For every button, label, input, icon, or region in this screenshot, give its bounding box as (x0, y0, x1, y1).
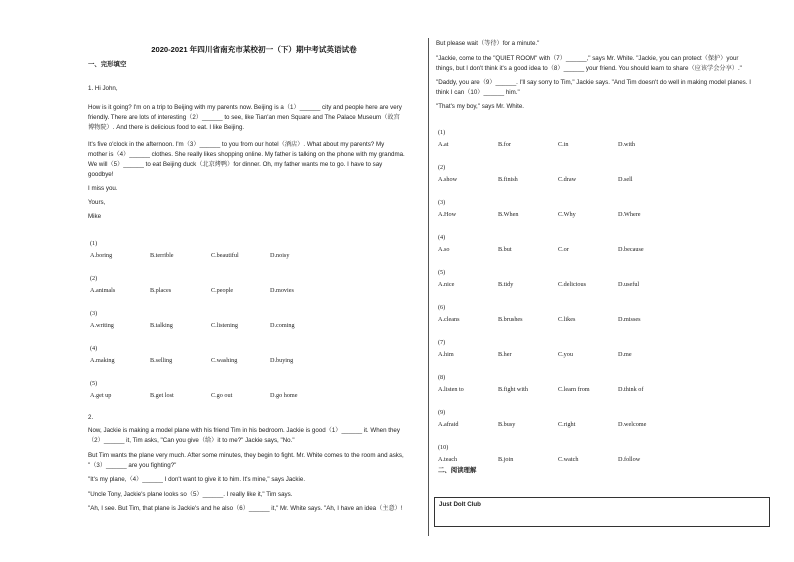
option-b[interactable]: B.but (498, 246, 512, 253)
option-a[interactable]: A.show (438, 176, 458, 183)
passage2-line: But Tim wants the plane very much. After some minutes, they begin to fight. Mr. White comes to the room and asks, (88, 452, 404, 459)
option-b[interactable]: B.talking (150, 322, 173, 329)
option-a[interactable]: A.making (90, 357, 115, 364)
passage1-line: goodbye! (88, 171, 114, 178)
option-d[interactable]: D.sell (618, 176, 633, 183)
question-number: (9) (438, 409, 446, 416)
question-number: (5) (438, 269, 446, 276)
passage1-line: We will（5）______ to eat Beijing duck（北京烤鸭）for dinner. Oh, my father wants me to go. I have to say (88, 161, 383, 168)
option-d[interactable]: D.buying (270, 357, 294, 364)
option-c[interactable]: C.draw (558, 176, 577, 183)
question-number: (3) (438, 199, 446, 206)
option-c[interactable]: C.in (558, 141, 569, 148)
option-a[interactable]: A.afraid (438, 421, 459, 428)
option-a[interactable]: A.writing (90, 322, 114, 329)
option-d[interactable]: D.welcome (618, 421, 647, 428)
option-b[interactable]: B.tidy (498, 281, 514, 288)
question-number: (10) (438, 444, 449, 451)
question-number: (4) (438, 234, 446, 241)
passage1-line: 博物院）. And there is delicious food to eat. I like Beijing. (88, 124, 245, 131)
option-b[interactable]: B.busy (498, 421, 516, 428)
passage2-line: "Daddy, you are（9）______. I'll say sorry to Tim," Jackie says. "And Tim doesn't do well in making model planes. I (436, 79, 751, 86)
option-b[interactable]: B.get lost (150, 392, 174, 399)
option-d[interactable]: D.noisy (270, 252, 290, 259)
option-a[interactable]: A.get up (90, 392, 112, 399)
option-d[interactable]: D.movies (270, 287, 294, 294)
passage2-line: think I can（10）______ him." (436, 89, 520, 96)
option-c[interactable]: C.right (558, 421, 576, 428)
option-b[interactable]: B.join (498, 456, 514, 463)
passage2-line: "Jackie, come to the "QUIET ROOM" with（7）______," says Mr. White. "Jackie, you can protect（保护）your (436, 55, 739, 62)
option-d[interactable]: D.because (618, 246, 644, 253)
question-number: (1) (438, 129, 446, 136)
question-number: (5) (90, 380, 98, 387)
option-a[interactable]: A.him (438, 351, 454, 358)
option-a[interactable]: A.animals (90, 287, 116, 294)
passage1-heading: 1. Hi John, (88, 85, 118, 92)
option-b[interactable]: B.places (150, 287, 172, 294)
option-a[interactable]: A.listen to (438, 386, 464, 393)
question-number: (1) (90, 240, 98, 247)
passage2-line: "That's my boy," says Mr. White. (436, 103, 524, 110)
option-b[interactable]: B.her (498, 351, 512, 358)
option-c[interactable]: C.listening (211, 322, 238, 329)
passage2-line: But please wait（等待）for a minute." (436, 40, 540, 47)
passage1-line: How is it going? I'm on a trip to Beijing with my parents now. Beijing is a（1）______ city and people here are very (88, 104, 402, 111)
passage2-heading: 2. (88, 414, 94, 421)
option-d[interactable]: D.misses (618, 316, 641, 323)
option-c[interactable]: C.you (558, 351, 573, 358)
option-c[interactable]: C.learn from (558, 386, 590, 393)
question-number: (4) (90, 345, 98, 352)
passage2-line: "Uncle Tony, Jackie's plane looks so（5）______. I really like it," Tim says. (88, 491, 293, 498)
section-cloze-heading: 一、完形填空 (88, 61, 127, 68)
passage1-line: mother is（4）______ clothes. She really likes shopping online. My father is talking on the phone with my grandma. (88, 151, 405, 158)
question-number: (6) (438, 304, 446, 311)
option-d[interactable]: D.follow (618, 456, 641, 463)
option-d[interactable]: D.think of (618, 386, 644, 393)
option-d[interactable]: D.with (618, 141, 636, 148)
option-d[interactable]: D.useful (618, 281, 640, 288)
option-a[interactable]: A.so (438, 246, 450, 253)
option-a[interactable]: A.boring (90, 252, 113, 259)
option-c[interactable]: C.Why (558, 211, 576, 218)
question-number: (3) (90, 310, 98, 317)
option-c[interactable]: C.likes (558, 316, 576, 323)
option-a[interactable]: A.teach (438, 456, 458, 463)
exam-title: 2020-2021 年四川省南充市某校初一（下）期中考试英语试卷 (151, 45, 357, 54)
option-c[interactable]: C.go out (211, 392, 233, 399)
passage1-signature: Mike (88, 213, 102, 220)
option-b[interactable]: B.When (498, 211, 519, 218)
option-d[interactable]: D.Where (618, 211, 641, 218)
option-d[interactable]: D.go home (270, 392, 298, 399)
question-number: (2) (90, 275, 98, 282)
club-box (434, 497, 770, 527)
option-a[interactable]: A.How (438, 211, 457, 218)
passage2-line: "It's my plane,（4）______ I don't want to give it to him. It's mine," says Jackie. (88, 476, 306, 483)
passage1-line: friendly. There are lots of interesting（2）______ to see, like Tian'an men Square and The Palace Museum（故宫 (88, 114, 400, 121)
option-c[interactable]: C.washing (211, 357, 238, 364)
option-b[interactable]: B.for (498, 141, 511, 148)
question-number: (2) (438, 164, 446, 171)
passage2-line: "Ah, I see. But Tim, that plane is Jackie's and he also（6）______ it," Mr. White says. "Ah, I have an idea（主意）! (88, 505, 403, 512)
option-b[interactable]: B.brushes (498, 316, 523, 323)
option-b[interactable]: B.selling (150, 357, 173, 364)
club-label: Just DoIt Club (439, 501, 481, 508)
passage2-line: "（3）______ are you fighting?" (88, 462, 177, 469)
passage1-closing: Yours, (88, 199, 106, 206)
option-c[interactable]: C.or (558, 246, 569, 253)
passage2-line: things, but I don't think it's a good idea to（8）______ your friend. You should learn to share（应该学会分享）." (436, 65, 742, 72)
passage1-line: It's five o'clock in the afternoon. I'm（3）______ to you from our hotel（酒店）. What about my parents? My (88, 141, 385, 148)
option-c[interactable]: C.watch (558, 456, 579, 463)
passage2-line: Now, Jackie is making a model plane with his friend Tim in his bedroom. Jackie is good（1）______ it. When they (88, 427, 400, 434)
option-b[interactable]: B.finish (498, 176, 518, 183)
passage1-closing: I miss you. (88, 185, 118, 192)
option-c[interactable]: C.people (211, 287, 234, 294)
option-a[interactable]: A.nice (438, 281, 455, 288)
option-a[interactable]: A.at (438, 141, 449, 148)
option-a[interactable]: A.cleans (438, 316, 460, 323)
option-d[interactable]: D.me (618, 351, 632, 358)
option-b[interactable]: B.fight with (498, 386, 528, 393)
column-divider (428, 38, 429, 536)
option-c[interactable]: C.beautiful (211, 252, 239, 259)
section-reading-heading: 二、阅读理解 (438, 467, 477, 474)
option-d[interactable]: D.coming (270, 322, 295, 329)
question-number: (7) (438, 339, 446, 346)
option-c[interactable]: C.delicious (558, 281, 587, 288)
option-b[interactable]: B.terrible (150, 252, 174, 259)
passage2-line: （2）______ it, Tim asks, "Can you give（给）it to me?" Jackie says, "No." (88, 437, 295, 444)
question-number: (8) (438, 374, 446, 381)
